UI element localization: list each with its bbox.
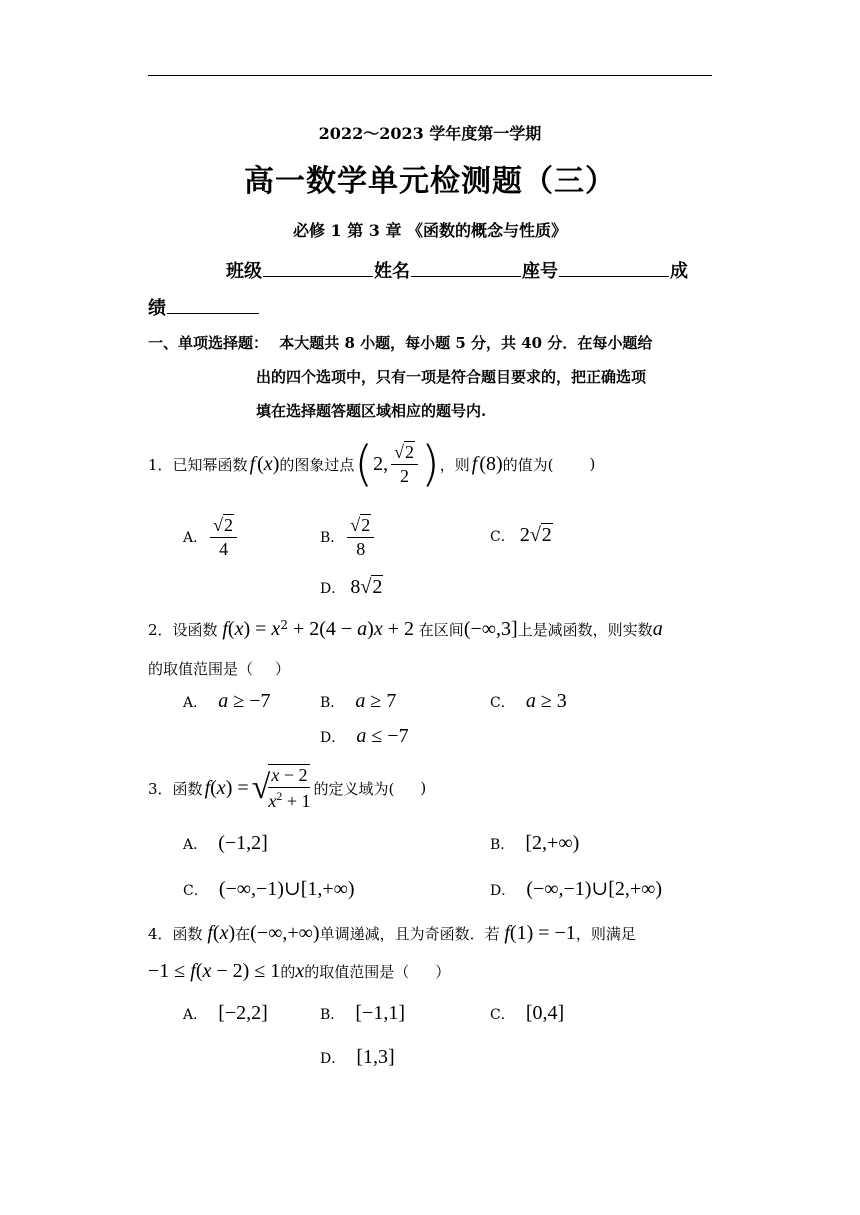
q2-option-c[interactable]: C． a ≥ 3 xyxy=(490,690,567,712)
header-rule xyxy=(148,75,712,76)
question-text: 的图象过点 xyxy=(279,455,355,474)
q4-option-d[interactable]: D． [1,3] xyxy=(320,1046,395,1068)
q4-option-b[interactable]: B． [−1,1] xyxy=(320,1002,405,1024)
q1-option-b[interactable]: B． $\frac{√2}{8}$ xyxy=(320,510,377,564)
question-2-continued: 的取值范围是（ ） xyxy=(148,660,291,678)
question-4: 4．函数 f(x)在(−∞,+∞)单调递减，且为奇函数．若 f(1) = −1，则满足 xyxy=(148,922,636,944)
question-text: 的值为( xyxy=(502,455,554,474)
question-text: 已知幂函数 xyxy=(172,455,248,474)
seat-blank[interactable] xyxy=(559,260,669,277)
q1-option-c[interactable]: C． 2√2 xyxy=(490,524,552,546)
question-text: ，则 xyxy=(439,455,470,474)
question-4-continued: −1 ≤ f(x − 2) ≤ 1的x的取值范围是（ ） xyxy=(148,960,451,982)
q1-option-a[interactable]: A． $\frac{√2}{4}$ xyxy=(183,510,240,564)
question-3: 3． 函数 f ( x ) = √ $\frac{x - 2}{x^2 + 1}$ 的定义域为( ) xyxy=(148,765,427,811)
question-1: 1． 已知幂函数 f ( x ) 的图象过点 ( 2, $\frac{√2}{2}$ ) ，则 f (8) 的值为( ) xyxy=(148,436,596,492)
name-blank[interactable] xyxy=(411,260,521,277)
q4-option-c[interactable]: C． [0,4] xyxy=(490,1002,565,1024)
q3-option-d[interactable]: D． (−∞,−1)∪[2,+∞) xyxy=(490,878,663,900)
class-blank[interactable] xyxy=(263,260,373,277)
q2-option-a[interactable]: A． a ≥ −7 xyxy=(183,690,271,712)
seat-label: 座号 xyxy=(522,261,558,282)
q3-option-c[interactable]: C． (−∞,−1)∪[1,+∞) xyxy=(183,878,355,900)
q3-option-a[interactable]: A． (−1,2] xyxy=(183,832,268,854)
score-label-part1: 成 xyxy=(670,261,688,282)
score-line xyxy=(148,294,260,320)
question-2: 2．设函数 $f(x) = x^2 + 2(4 - a)x + 2$ 在区间(−∞,3]上是减函数，则实数a xyxy=(148,618,663,640)
q4-option-a[interactable]: A． [−2,2] xyxy=(183,1002,268,1024)
section1-title: 一、单项选择题： xyxy=(148,334,269,352)
section1-desc-1: 本大题共 8 小题，每小题 5 分，共 40 分．在每小题给 xyxy=(279,334,653,352)
page-subtitle: 必修 1 第 3 章 《函数的概念与性质》 xyxy=(292,221,568,240)
student-info-line xyxy=(226,257,688,283)
score-blank[interactable] xyxy=(167,297,259,314)
q2-option-b[interactable]: B． a ≥ 7 xyxy=(320,690,397,712)
score-label-part2: 绩 xyxy=(148,298,166,319)
section1-desc-2: 出的四个选项中，只有一项是符合题目要求的，把正确选项 xyxy=(256,368,647,386)
q1-option-d[interactable]: D． 8√2 xyxy=(320,576,383,598)
section1-heading xyxy=(148,332,652,353)
section1-desc-3: 填在选择题答题区域相应的题号内. xyxy=(256,402,487,420)
page-title: 高一数学单元检测题（三） xyxy=(244,164,616,199)
class-label: 班级 xyxy=(226,261,262,282)
q2-option-d[interactable]: D． a ≤ −7 xyxy=(320,725,409,747)
school-year: 2022～2023 学年度第一学期 xyxy=(318,124,542,143)
q3-option-b[interactable]: B． [2,+∞) xyxy=(490,832,580,854)
name-label: 姓名 xyxy=(374,261,410,282)
question-text: ) xyxy=(589,455,596,473)
question-number: 1． xyxy=(148,455,173,474)
